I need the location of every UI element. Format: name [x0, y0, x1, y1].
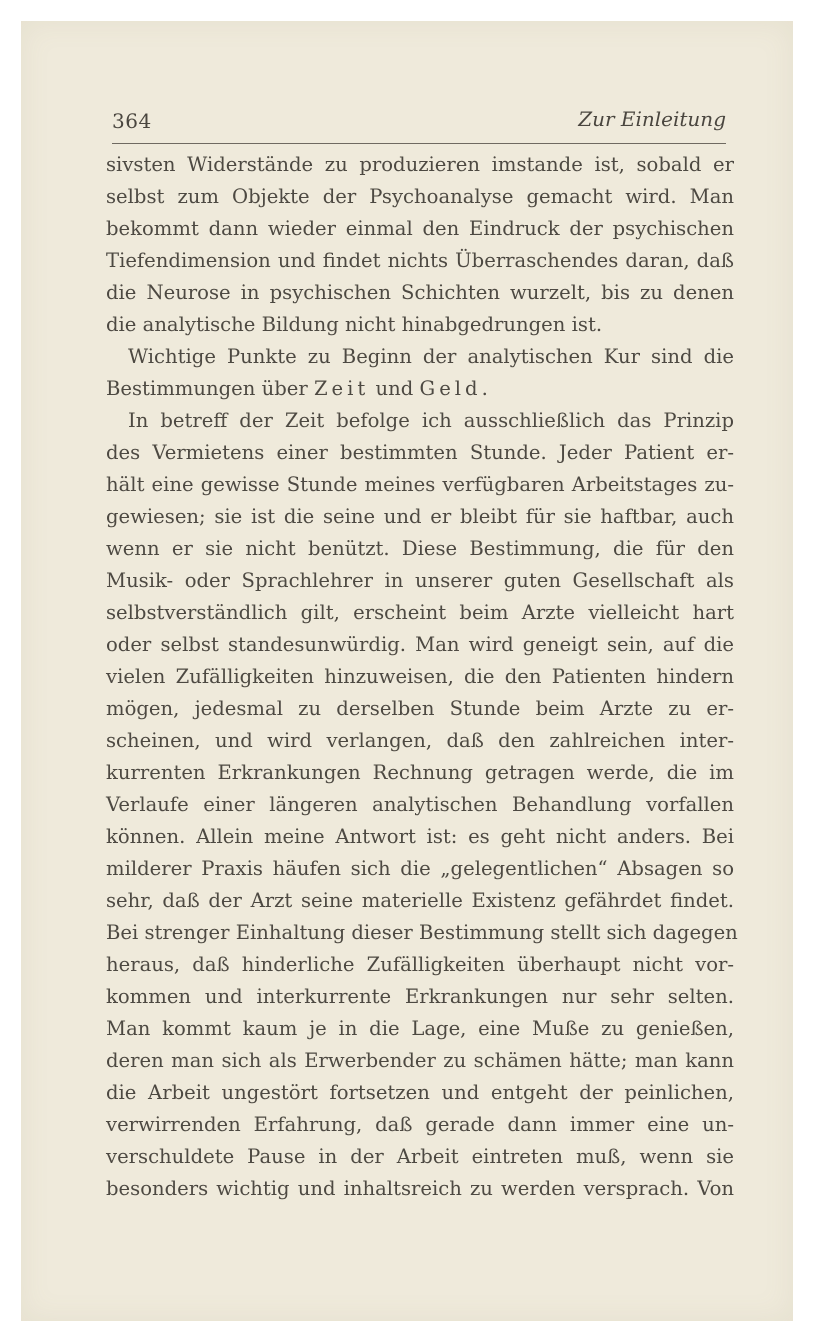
text-line: bekommt dann wieder einmal den Eindruck der psychischen: [106, 217, 734, 240]
text-line: die analytische Bildung nicht hinabgedrungen ist.: [106, 313, 603, 336]
page-number: 364: [112, 109, 152, 133]
text-line: gewiesen; sie ist die seine und er bleibt für sie haftbar, auch: [106, 505, 734, 528]
text-line: scheinen, und wird verlangen, daß den zahlreichen inter-: [106, 729, 734, 752]
text-line: sehr, daß der Arzt seine materielle Existenz gefährdet findet.: [106, 889, 734, 912]
text-line: können. Allein meine Antwort ist: es geht nicht anders. Bei: [106, 825, 734, 848]
text-run: .: [481, 377, 488, 400]
text-line: die Neurose in psychischen Schichten wurzelt, bis zu denen: [106, 281, 734, 304]
text-line: selbstverständlich gilt, erscheint beim Arzte vielleicht hart: [106, 601, 734, 624]
running-head: Zur Einleitung: [578, 107, 726, 131]
text-line: [106, 377, 734, 400]
text-line: oder selbst standesunwürdig. Man wird geneigt sein, auf die: [106, 633, 734, 656]
text-line: In betreff der Zeit befolge ich ausschließlich das Prinzip: [128, 409, 734, 432]
text-line: kurrenten Erkrankungen Rechnung getragen werde, die im: [106, 761, 734, 784]
text-line: milderer Praxis häufen sich die „gelegentlichen“ Absagen so: [106, 857, 734, 880]
text-line: Man kommt kaum je in die Lage, eine Muße zu genießen,: [106, 1017, 734, 1040]
text-run: und: [369, 377, 420, 400]
text-line: mögen, jedesmal zu derselben Stunde beim Arzte zu er-: [106, 697, 734, 720]
text-line: des Vermietens einer bestimmten Stunde. Jeder Patient er-: [106, 441, 734, 464]
emphasis-geld: Geld: [419, 377, 482, 400]
text-line: verwirrenden Erfahrung, daß gerade dann immer eine un-: [106, 1113, 734, 1136]
text-run: Bestimmungen über: [106, 377, 314, 400]
text-line: vielen Zufälligkeiten hinzuweisen, die den Patienten hindern: [106, 665, 734, 688]
book-page: [21, 21, 793, 1321]
text-line: sivsten Widerstände zu produzieren imstande ist, sobald er: [106, 153, 734, 176]
text-line: die Arbeit ungestört fortsetzen und entgeht der peinlichen,: [106, 1081, 734, 1104]
text-line: wenn er sie nicht benützt. Diese Bestimmung, die für den: [106, 537, 734, 560]
text-line: besonders wichtig und inhaltsreich zu werden versprach. Von: [106, 1177, 734, 1200]
emphasis-zeit: Zeit: [313, 377, 370, 400]
text-line: selbst zum Objekte der Psychoanalyse gemacht wird. Man: [106, 185, 734, 208]
text-line: deren man sich als Erwerbender zu schämen hätte; man kann: [106, 1049, 734, 1072]
text-line: Tiefendimension und findet nichts Überraschendes daran, daß: [106, 249, 734, 272]
page-header: [112, 97, 726, 144]
text-line: Musik- oder Sprachlehrer in unserer guten Gesellschaft als: [106, 569, 734, 592]
text-line: verschuldete Pause in der Arbeit eintreten muß, wenn sie: [106, 1145, 734, 1168]
text-line: hält eine gewisse Stunde meines verfügbaren Arbeitstages zu-: [106, 473, 734, 496]
text-line: kommen und interkurrente Erkrankungen nur sehr selten.: [106, 985, 734, 1008]
text-line: Wichtige Punkte zu Beginn der analytischen Kur sind die: [128, 345, 734, 368]
text-line: Verlaufe einer längeren analytischen Behandlung vorfallen: [106, 793, 734, 816]
text-line: Bei strenger Einhaltung dieser Bestimmung stellt sich dagegen: [106, 921, 738, 944]
text-line: heraus, daß hinderliche Zufälligkeiten überhaupt nicht vor-: [106, 953, 734, 976]
